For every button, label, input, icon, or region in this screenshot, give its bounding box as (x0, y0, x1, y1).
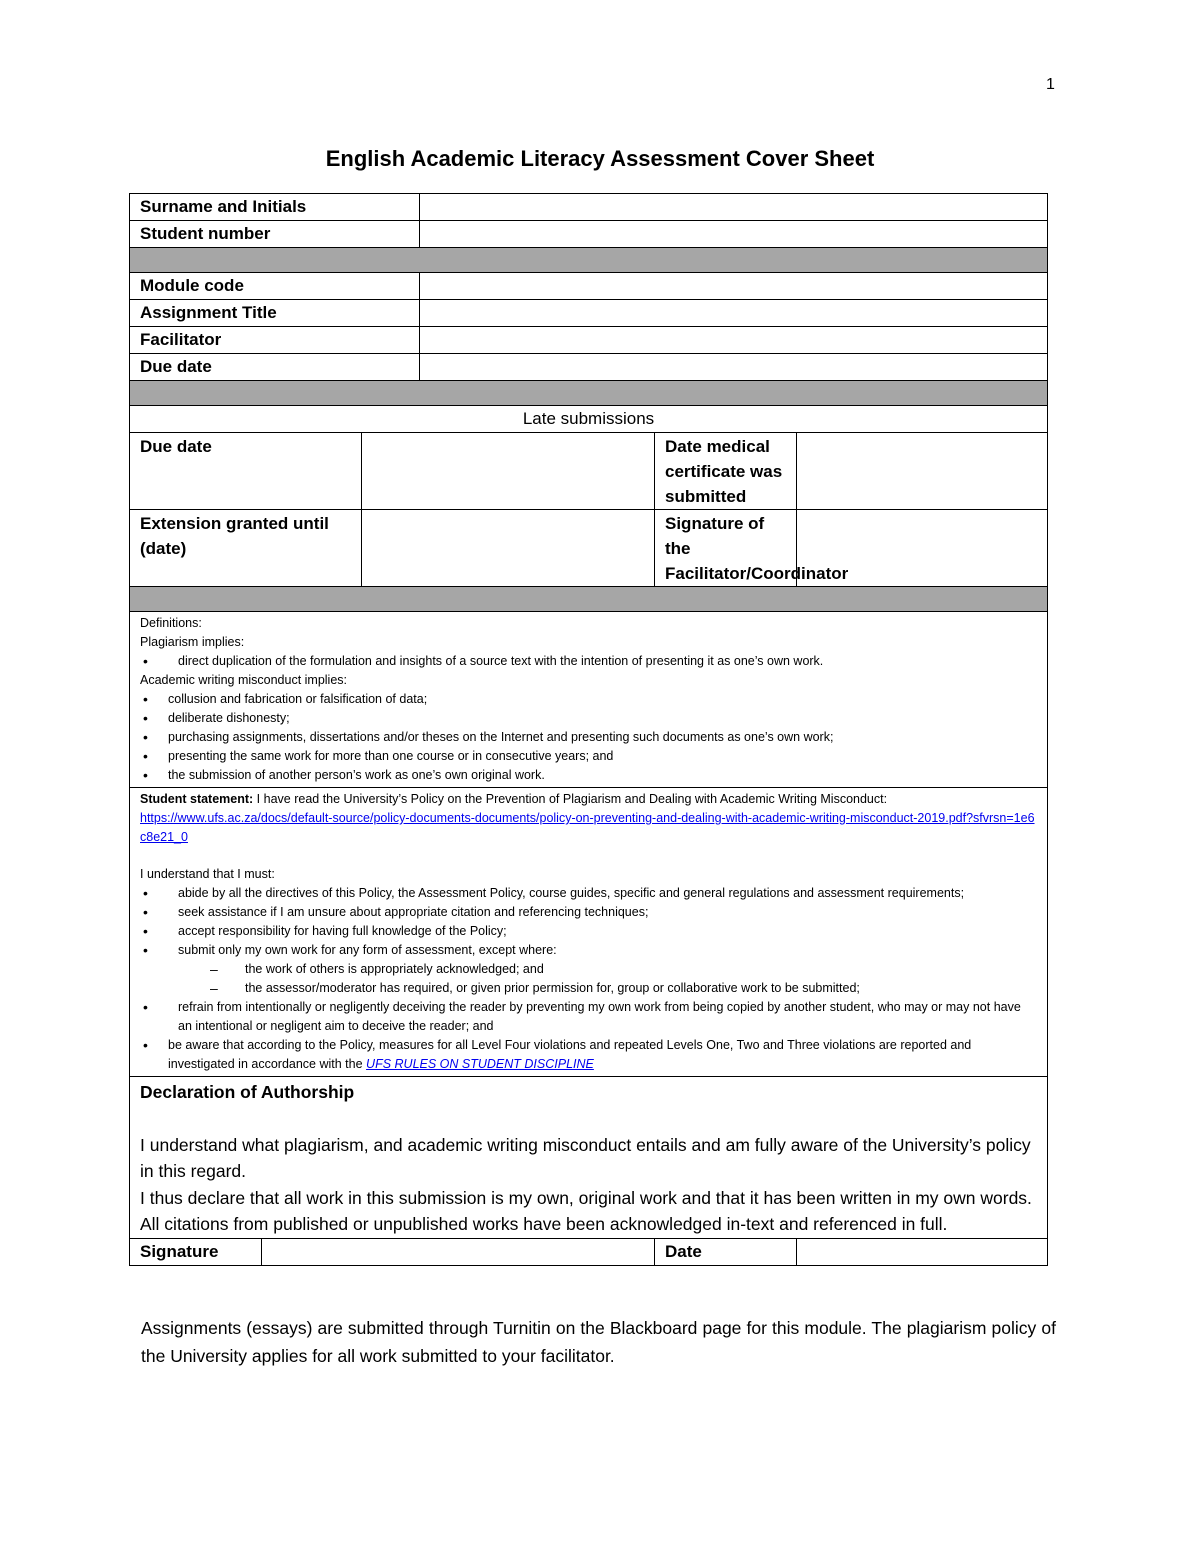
list-item: • the submission of another person’s work as one’s own original work. (140, 766, 1037, 785)
facilitator-field[interactable] (420, 327, 1048, 354)
list-item: • seek assistance if I am unsure about appropriate citation and referencing techniques; (140, 903, 1037, 922)
list-item: • refrain from intentionally or negligently deceiving the reader by preventing my own work from being copied by another student, who may or may not have an intentional or negligent aim to deceive the reader; and (140, 998, 1037, 1036)
student-number-field[interactable] (420, 221, 1048, 248)
surname-label: Surname and Initials (130, 194, 420, 221)
list-item: • purchasing assignments, dissertations and/or theses on the Internet and presenting such documents as one’s own work; (140, 728, 1037, 747)
late-submissions-heading: Late submissions (130, 406, 1048, 433)
module-code-field[interactable] (420, 273, 1048, 300)
medical-certificate-label: Date medical certificate was submitted (655, 433, 797, 510)
facilitator-signature-label: Signature of the Facilitator/Coordinator (655, 510, 797, 587)
list-item: • collusion and fabrication or falsification of data; (140, 690, 1037, 709)
policy-link[interactable]: https://www.ufs.ac.za/docs/default-source/policy-documents-documents/policy-on-preventing-and-dealing-with-academic-writing-misconduct-2019.pdf?sfvrsn=1e6c8e21_0 (140, 811, 1035, 844)
late-due-date-field[interactable] (362, 433, 655, 510)
list-item: • deliberate dishonesty; (140, 709, 1037, 728)
date-label: Date (655, 1238, 797, 1265)
separator (130, 248, 1048, 273)
sub-list-item: – the work of others is appropriately acknowledged; and (140, 960, 1037, 979)
list-item: • accept responsibility for having full knowledge of the Policy; (140, 922, 1037, 941)
signature-field[interactable] (262, 1238, 655, 1265)
rules-link[interactable]: UFS RULES ON STUDENT DISCIPLINE (366, 1057, 594, 1071)
page-number: 1 (1046, 76, 1055, 93)
declaration-section (130, 1077, 1048, 1239)
declaration-para-1: I understand what plagiarism, and academic writing misconduct entails and am fully aware of the University’s policy in this regard. (140, 1134, 1031, 1181)
student-number-label: Student number (130, 221, 420, 248)
assignment-title-field[interactable] (420, 300, 1048, 327)
page-title: English Academic Literacy Assessment Cover Sheet (325, 146, 875, 171)
declaration-heading: Declaration of Authorship (140, 1082, 355, 1102)
separator (130, 381, 1048, 406)
list-item: • abide by all the directives of this Policy, the Assessment Policy, course guides, specific and general regulations and assessment requirements; (140, 884, 1037, 903)
facilitator-label: Facilitator (130, 327, 420, 354)
extension-label: Extension granted until (date) (130, 510, 362, 587)
list-item: • submit only my own work for any form of assessment, except where: (140, 941, 1037, 960)
plagiarism-heading: Plagiarism implies: (140, 635, 245, 649)
list-item: • presenting the same work for more than one course or in consecutive years; and (140, 747, 1037, 766)
list-item (140, 1036, 1037, 1074)
understand-text: I understand that I must: (140, 867, 275, 881)
definitions-section (130, 612, 1048, 788)
late-due-date-label: Due date (130, 433, 362, 510)
separator (130, 587, 1048, 612)
definitions-heading: Definitions: (140, 616, 202, 630)
assignment-title-label: Assignment Title (130, 300, 420, 327)
aware-text: be aware that according to the Policy, measures for all Level Four violations and repeated Levels One, Two and Three violations are reported and investigated in accordance with the (168, 1038, 972, 1071)
date-field[interactable] (797, 1238, 1048, 1265)
surname-field[interactable] (420, 194, 1048, 221)
signature-label: Signature (130, 1238, 262, 1265)
due-date-field[interactable] (420, 354, 1048, 381)
statement-label: Student statement: (140, 792, 254, 806)
list-item: • direct duplication of the formulation and insights of a source text with the intention of presenting it as one’s own work. (140, 652, 1037, 671)
statement-text: I have read the University’s Policy on the Prevention of Plagiarism and Dealing with Academic Writing Misconduct: (253, 792, 888, 806)
extension-field[interactable] (362, 510, 655, 587)
cover-sheet-table (129, 193, 1048, 1266)
footer-text: Assignments (essays) are submitted through Turnitin on the Blackboard page for this module. The plagiarism policy of the University applies for all work submitted to your facilitator. (141, 1318, 1056, 1366)
misconduct-heading: Academic writing misconduct implies: (140, 673, 348, 687)
sub-list-item: – the assessor/moderator has required, or given prior permission for, group or collaborative work to be submitted; (140, 979, 1037, 998)
student-statement-section (130, 788, 1048, 1077)
medical-certificate-field[interactable] (797, 433, 1048, 510)
due-date-label: Due date (130, 354, 420, 381)
declaration-para-2: I thus declare that all work in this submission is my own, original work and that it has been written in my own words. All citations from published or unpublished works have been acknowledged in-text and referenced in full. (140, 1187, 1032, 1234)
module-code-label: Module code (130, 273, 420, 300)
